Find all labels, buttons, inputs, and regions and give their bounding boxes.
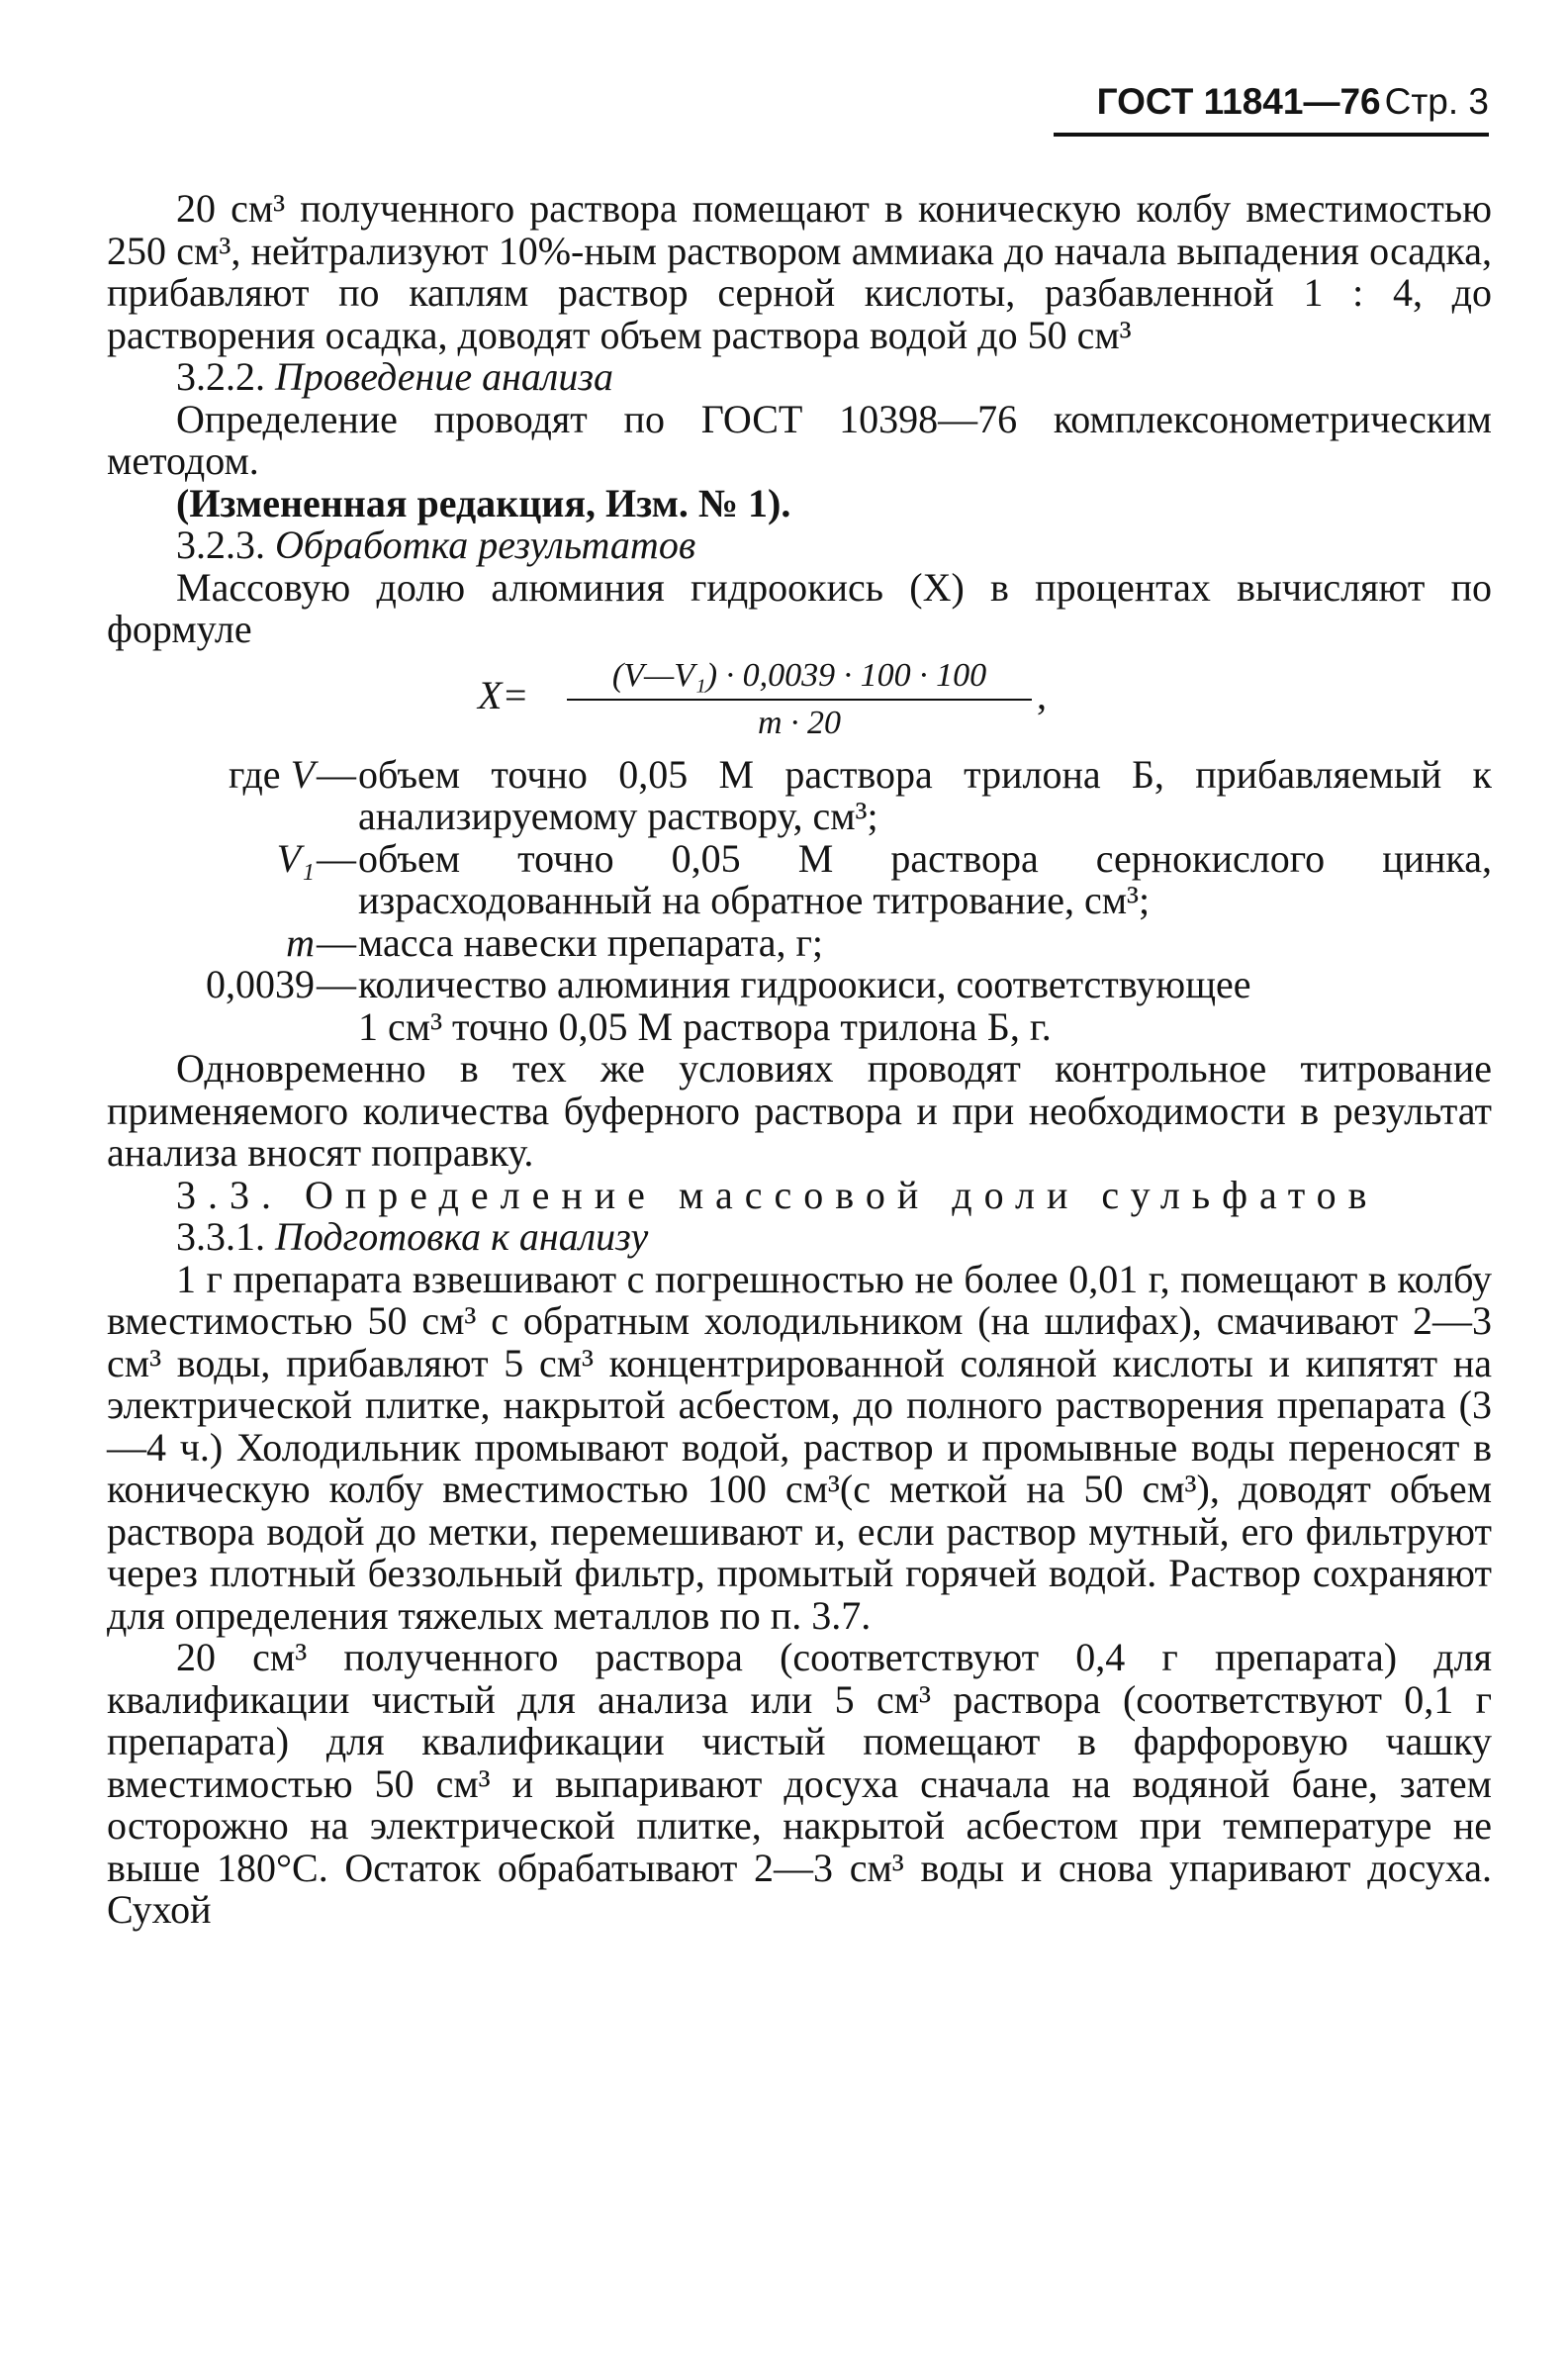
- section-title: Обработка результатов: [275, 522, 696, 567]
- variable-definitions: [107, 751, 1492, 1049]
- definition-dash: —: [317, 962, 356, 1006]
- section-3-2-2-heading: [107, 356, 1492, 399]
- formula-lhs: X=: [478, 672, 529, 717]
- definition-row: [107, 964, 1492, 1048]
- section-number: 3.3.: [176, 1172, 283, 1217]
- section-number: 3.2.3.: [176, 522, 265, 567]
- definition-symbol: где V: [229, 751, 315, 797]
- page-number: Стр. 3: [1384, 81, 1489, 122]
- definition-text-line: количество алюминия гидроокиси, соответствующее: [358, 962, 1251, 1006]
- standard-id: ГОСТ 11841—76: [1096, 81, 1381, 122]
- definition-symbol: 0,0039: [206, 962, 315, 1006]
- section-3-3-1-heading: [107, 1216, 1492, 1259]
- section-number: 3.2.2.: [176, 354, 265, 399]
- definition-symbol: m: [286, 919, 315, 965]
- definition-row: [107, 751, 1492, 838]
- section-3-3-heading: [107, 1172, 1492, 1217]
- formula-denominator: m · 20: [757, 705, 842, 741]
- section-title: Определение массовой доли сульфатов: [305, 1172, 1379, 1217]
- section-number: 3.3.1.: [176, 1214, 265, 1259]
- definition-text: [358, 964, 1492, 1048]
- definition-row: [107, 919, 1492, 965]
- definition-text: объем точно 0,05 М раствора сернокислого цинка, израсходованный на обратное титрование, см³;: [358, 835, 1492, 922]
- where-word: где: [229, 751, 281, 797]
- definition-symbol: V₁: [276, 835, 315, 881]
- definition-dash: —: [317, 751, 356, 797]
- definition-text: масса навески препарата, г;: [358, 919, 823, 965]
- page-header: [1054, 81, 1489, 137]
- formula-comma: ,: [1037, 672, 1047, 717]
- amendment-note: (Измененная редакция, Изм. № 1).: [176, 480, 791, 525]
- formula-fraction: [567, 655, 1032, 745]
- document-body: [107, 188, 1492, 1932]
- definition-text-continuation: 1 см³ точно 0,05 М раствора трилона Б, г.: [358, 1003, 1052, 1049]
- paragraph-method: Определение проводят по ГОСТ 10398—76 комплексонометрическим методом.: [107, 396, 1492, 483]
- definition-row: [107, 835, 1492, 922]
- paragraph-sulfate-prep: 1 г препарата взвешивают с погрешностью не более 0,01 г, помещают в колбу вместимостью 50 см³ с обратным холодильником (на шлифах), смачивают 2—3 см³ воды, прибавляют 5 см³ концентрированной соляной кислоты и кипятят на электрической плитке, накрытой асбестом, до полного растворения препарата (3—4 ч.) Холодильник промывают водой, раствор и промывные воды переносят в коническую колбу вместимостью 100 см³(с меткой на 50 см³), доводят объем раствора водой до метки, перемешивают и, если раствор мутный, его фильтруют через плотный беззольный фильтр, промытый горячей водой. Раствор сохраняют для определения тяжелых металлов по п. 3.7.: [107, 1256, 1492, 1638]
- definition-dash: —: [317, 835, 356, 881]
- paragraph-formula-intro: Массовую долю алюминия гидроокись (X) в процентах вычисляют по формуле: [107, 564, 1492, 651]
- definition-dash: —: [317, 919, 356, 965]
- section-title: Подготовка к анализу: [275, 1214, 649, 1259]
- definition-text: объем точно 0,05 М раствора трилона Б, прибавляемый к анализируемому раствору, см³;: [358, 751, 1492, 838]
- paragraph-evaporation: 20 см³ полученного раствора (соответствуют 0,4 г препарата) для квалификации чистый для анализа или 5 см³ раствора (соответствуют 0,1 г препарата) для квалификации чистый помещают в фарфоровую чашку вместимостью 50 см³ и выпаривают досуха сначала на водяной бане, затем осторожно на электрической плитке, накрытой асбестом при температуре не выше 180°С. Остаток обрабатывают 2—3 см³ воды и снова упаривают досуха. Сухой: [107, 1635, 1492, 1932]
- formula: [107, 651, 1492, 748]
- section-3-2-3-heading: [107, 524, 1492, 567]
- paragraph-sample-prep: 20 см³ полученного раствора помещают в коническую колбу вместимостью 250 см³, нейтрализуют 10%-ным раствором аммиака до начала выпадения осадка, прибавляют по каплям раствор серной кислоты, разбавленной 1 : 4, до растворения осадка, доводят объем раствора водой до 50 см³: [107, 186, 1492, 357]
- formula-numerator: (V—V₁) · 0,0039 · 100 · 100: [567, 655, 1032, 702]
- section-title: Проведение анализа: [275, 354, 613, 399]
- paragraph-control-titration: Одновременно в тех же условиях проводят контрольное титрование применяемого количества буферного раствора и при необходимости в результат анализа вносят поправку.: [107, 1046, 1492, 1175]
